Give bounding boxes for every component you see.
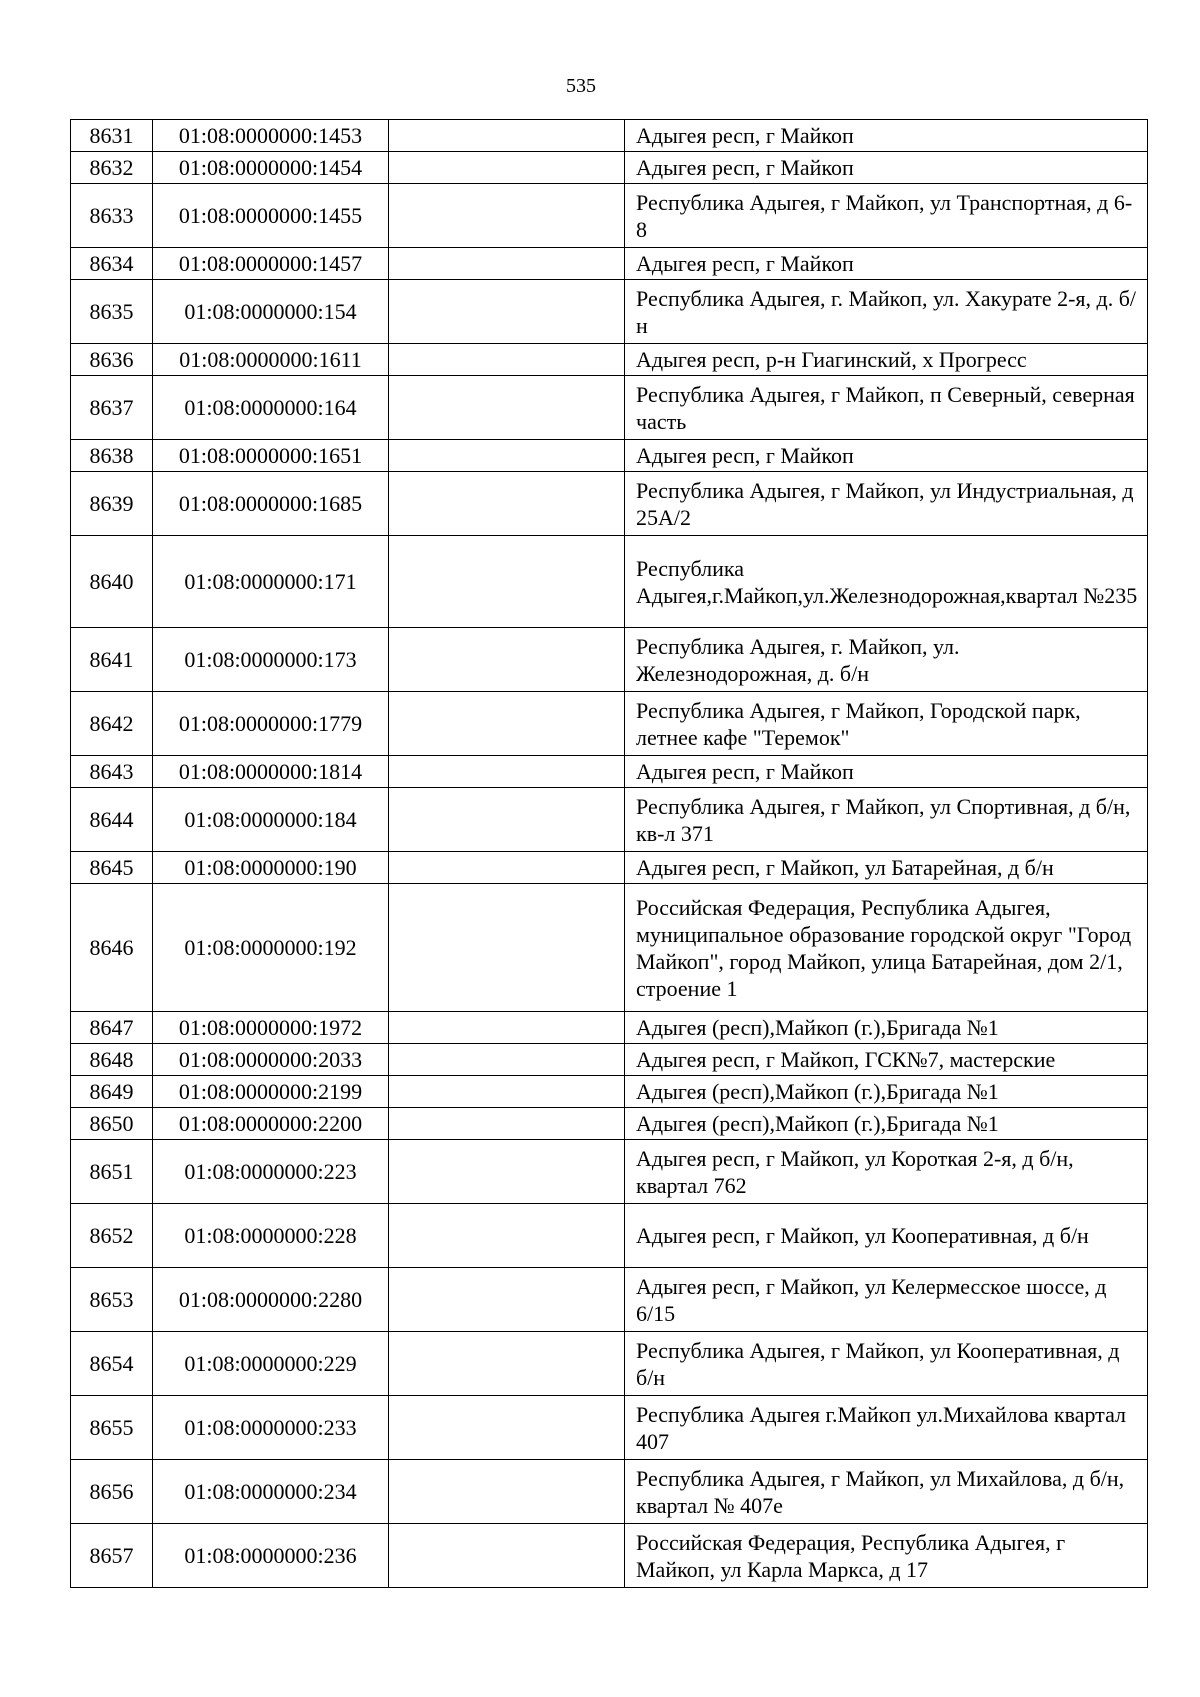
table-row bbox=[71, 1268, 1148, 1332]
row-number-cell: 8643 bbox=[71, 756, 153, 788]
table-row bbox=[71, 884, 1148, 1012]
table-row bbox=[71, 1140, 1148, 1204]
address-cell: Российская Федерация, Республика Адыгея, муниципальное образование городской округ "Город Майкоп", город Майкоп, улица Батарейная, дом 2/1, строение 1 bbox=[625, 884, 1148, 1012]
row-number-cell: 8634 bbox=[71, 248, 153, 280]
table-row bbox=[71, 376, 1148, 440]
address-cell: Адыгея респ, г Майкоп, ул Келермесское шоссе, д 6/15 bbox=[625, 1268, 1148, 1332]
row-number-cell: 8656 bbox=[71, 1460, 153, 1524]
address-cell: Адыгея респ, г Майкоп, ул Кооперативная, д б/н bbox=[625, 1204, 1148, 1268]
row-number-cell: 8645 bbox=[71, 852, 153, 884]
row-number-cell: 8631 bbox=[71, 120, 153, 152]
row-number-cell: 8642 bbox=[71, 692, 153, 756]
empty-cell bbox=[389, 1012, 625, 1044]
address-cell: Российская Федерация, Республика Адыгея, г Майкоп, ул Карла Маркса, д 17 bbox=[625, 1524, 1148, 1588]
row-number-cell: 8654 bbox=[71, 1332, 153, 1396]
empty-cell bbox=[389, 1524, 625, 1588]
table-row bbox=[71, 248, 1148, 280]
address-cell: Адыгея респ, г Майкоп bbox=[625, 152, 1148, 184]
row-number-cell: 8646 bbox=[71, 884, 153, 1012]
table-row bbox=[71, 440, 1148, 472]
address-cell: Республика Адыгея, г. Майкоп, ул. Железнодорожная, д. б/н bbox=[625, 628, 1148, 692]
cadastral-number-cell: 01:08:0000000:2199 bbox=[153, 1076, 389, 1108]
cadastral-number-cell: 01:08:0000000:228 bbox=[153, 1204, 389, 1268]
row-number-cell: 8641 bbox=[71, 628, 153, 692]
cadastral-number-cell: 01:08:0000000:1779 bbox=[153, 692, 389, 756]
cadastral-number-cell: 01:08:0000000:1454 bbox=[153, 152, 389, 184]
cadastral-number-cell: 01:08:0000000:154 bbox=[153, 280, 389, 344]
empty-cell bbox=[389, 472, 625, 536]
empty-cell bbox=[389, 376, 625, 440]
address-cell: Адыгея респ, г Майкоп bbox=[625, 440, 1148, 472]
row-number-cell: 8657 bbox=[71, 1524, 153, 1588]
table-row bbox=[71, 756, 1148, 788]
address-cell: Адыгея респ, р-н Гиагинский, х Прогресс bbox=[625, 344, 1148, 376]
empty-cell bbox=[389, 1460, 625, 1524]
empty-cell bbox=[389, 152, 625, 184]
table-row bbox=[71, 120, 1148, 152]
empty-cell bbox=[389, 852, 625, 884]
address-cell: Республика Адыгея, г Майкоп, ул Транспортная, д 6-8 bbox=[625, 184, 1148, 248]
cadastral-number-cell: 01:08:0000000:2033 bbox=[153, 1044, 389, 1076]
address-cell: Республика Адыгея, г Майкоп, ул Индустриальная, д 25А/2 bbox=[625, 472, 1148, 536]
row-number-cell: 8651 bbox=[71, 1140, 153, 1204]
empty-cell bbox=[389, 756, 625, 788]
cadastral-number-cell: 01:08:0000000:234 bbox=[153, 1460, 389, 1524]
row-number-cell: 8647 bbox=[71, 1012, 153, 1044]
page-number: 535 bbox=[566, 75, 596, 97]
empty-cell bbox=[389, 440, 625, 472]
cadastral-number-cell: 01:08:0000000:184 bbox=[153, 788, 389, 852]
table-row bbox=[71, 152, 1148, 184]
cadastral-number-cell: 01:08:0000000:192 bbox=[153, 884, 389, 1012]
cadastral-number-cell: 01:08:0000000:1651 bbox=[153, 440, 389, 472]
empty-cell bbox=[389, 344, 625, 376]
cadastral-number-cell: 01:08:0000000:1814 bbox=[153, 756, 389, 788]
row-number-cell: 8649 bbox=[71, 1076, 153, 1108]
table-row bbox=[71, 280, 1148, 344]
table-row bbox=[71, 1332, 1148, 1396]
table-row bbox=[71, 536, 1148, 628]
address-cell: Республика Адыгея, г Майкоп, Городской парк, летнее кафе "Теремок" bbox=[625, 692, 1148, 756]
empty-cell bbox=[389, 1044, 625, 1076]
cadastral-number-cell: 01:08:0000000:236 bbox=[153, 1524, 389, 1588]
table-row bbox=[71, 852, 1148, 884]
address-cell: Республика Адыгея г.Майкоп ул.Михайлова квартал 407 bbox=[625, 1396, 1148, 1460]
empty-cell bbox=[389, 1076, 625, 1108]
table-row bbox=[71, 1204, 1148, 1268]
table-row bbox=[71, 1076, 1148, 1108]
cadastral-number-cell: 01:08:0000000:1455 bbox=[153, 184, 389, 248]
row-number-cell: 8655 bbox=[71, 1396, 153, 1460]
empty-cell bbox=[389, 1108, 625, 1140]
row-number-cell: 8644 bbox=[71, 788, 153, 852]
cadastral-number-cell: 01:08:0000000:233 bbox=[153, 1396, 389, 1460]
address-cell: Республика Адыгея, г Майкоп, п Северный, северная часть bbox=[625, 376, 1148, 440]
empty-cell bbox=[389, 692, 625, 756]
cadastral-number-cell: 01:08:0000000:229 bbox=[153, 1332, 389, 1396]
cadastral-number-cell: 01:08:0000000:1611 bbox=[153, 344, 389, 376]
row-number-cell: 8636 bbox=[71, 344, 153, 376]
cadastral-number-cell: 01:08:0000000:190 bbox=[153, 852, 389, 884]
row-number-cell: 8632 bbox=[71, 152, 153, 184]
table-row bbox=[71, 1108, 1148, 1140]
empty-cell bbox=[389, 788, 625, 852]
cadastral-number-cell: 01:08:0000000:1457 bbox=[153, 248, 389, 280]
address-cell: Адыгея респ, г Майкоп, ул Батарейная, д б/н bbox=[625, 852, 1148, 884]
row-number-cell: 8648 bbox=[71, 1044, 153, 1076]
row-number-cell: 8635 bbox=[71, 280, 153, 344]
address-cell: Республика Адыгея,г.Майкоп,ул.Железнодорожная,квартал №235 bbox=[625, 536, 1148, 628]
row-number-cell: 8639 bbox=[71, 472, 153, 536]
empty-cell bbox=[389, 536, 625, 628]
empty-cell bbox=[389, 1268, 625, 1332]
row-number-cell: 8650 bbox=[71, 1108, 153, 1140]
empty-cell bbox=[389, 248, 625, 280]
address-cell: Адыгея (респ),Майкоп (г.),Бригада №1 bbox=[625, 1012, 1148, 1044]
cadastral-number-cell: 01:08:0000000:171 bbox=[153, 536, 389, 628]
registry-table bbox=[70, 119, 1148, 1588]
empty-cell bbox=[389, 280, 625, 344]
cadastral-number-cell: 01:08:0000000:1453 bbox=[153, 120, 389, 152]
table-row bbox=[71, 344, 1148, 376]
cadastral-number-cell: 01:08:0000000:1685 bbox=[153, 472, 389, 536]
empty-cell bbox=[389, 1332, 625, 1396]
address-cell: Адыгея респ, г Майкоп bbox=[625, 756, 1148, 788]
address-cell: Адыгея респ, г Майкоп bbox=[625, 248, 1148, 280]
table-row bbox=[71, 1524, 1148, 1588]
address-cell: Республика Адыгея, г. Майкоп, ул. Хакурате 2-я, д. б/н bbox=[625, 280, 1148, 344]
row-number-cell: 8640 bbox=[71, 536, 153, 628]
row-number-cell: 8652 bbox=[71, 1204, 153, 1268]
table-row bbox=[71, 788, 1148, 852]
table-row bbox=[71, 1012, 1148, 1044]
empty-cell bbox=[389, 1204, 625, 1268]
cadastral-number-cell: 01:08:0000000:173 bbox=[153, 628, 389, 692]
empty-cell bbox=[389, 1396, 625, 1460]
address-cell: Республика Адыгея, г Майкоп, ул Спортивная, д б/н, кв-л 371 bbox=[625, 788, 1148, 852]
cadastral-number-cell: 01:08:0000000:1972 bbox=[153, 1012, 389, 1044]
address-cell: Адыгея (респ),Майкоп (г.),Бригада №1 bbox=[625, 1108, 1148, 1140]
row-number-cell: 8653 bbox=[71, 1268, 153, 1332]
table-row bbox=[71, 184, 1148, 248]
table-row bbox=[71, 692, 1148, 756]
table-row bbox=[71, 1460, 1148, 1524]
address-cell: Республика Адыгея, г Майкоп, ул Михайлова, д б/н, квартал № 407е bbox=[625, 1460, 1148, 1524]
registry-table-body bbox=[71, 120, 1148, 1588]
empty-cell bbox=[389, 1140, 625, 1204]
address-cell: Адыгея респ, г Майкоп, ул Короткая 2-я, д б/н, квартал 762 bbox=[625, 1140, 1148, 1204]
cadastral-number-cell: 01:08:0000000:2280 bbox=[153, 1268, 389, 1332]
table-row bbox=[71, 628, 1148, 692]
table-row bbox=[71, 1044, 1148, 1076]
empty-cell bbox=[389, 884, 625, 1012]
address-cell: Адыгея (респ),Майкоп (г.),Бригада №1 bbox=[625, 1076, 1148, 1108]
address-cell: Адыгея респ, г Майкоп, ГСК№7, мастерские bbox=[625, 1044, 1148, 1076]
row-number-cell: 8638 bbox=[71, 440, 153, 472]
row-number-cell: 8633 bbox=[71, 184, 153, 248]
table-row bbox=[71, 1396, 1148, 1460]
empty-cell bbox=[389, 184, 625, 248]
empty-cell bbox=[389, 120, 625, 152]
cadastral-number-cell: 01:08:0000000:223 bbox=[153, 1140, 389, 1204]
table-row bbox=[71, 472, 1148, 536]
row-number-cell: 8637 bbox=[71, 376, 153, 440]
address-cell: Адыгея респ, г Майкоп bbox=[625, 120, 1148, 152]
address-cell: Республика Адыгея, г Майкоп, ул Кооперативная, д б/н bbox=[625, 1332, 1148, 1396]
cadastral-number-cell: 01:08:0000000:164 bbox=[153, 376, 389, 440]
empty-cell bbox=[389, 628, 625, 692]
cadastral-number-cell: 01:08:0000000:2200 bbox=[153, 1108, 389, 1140]
